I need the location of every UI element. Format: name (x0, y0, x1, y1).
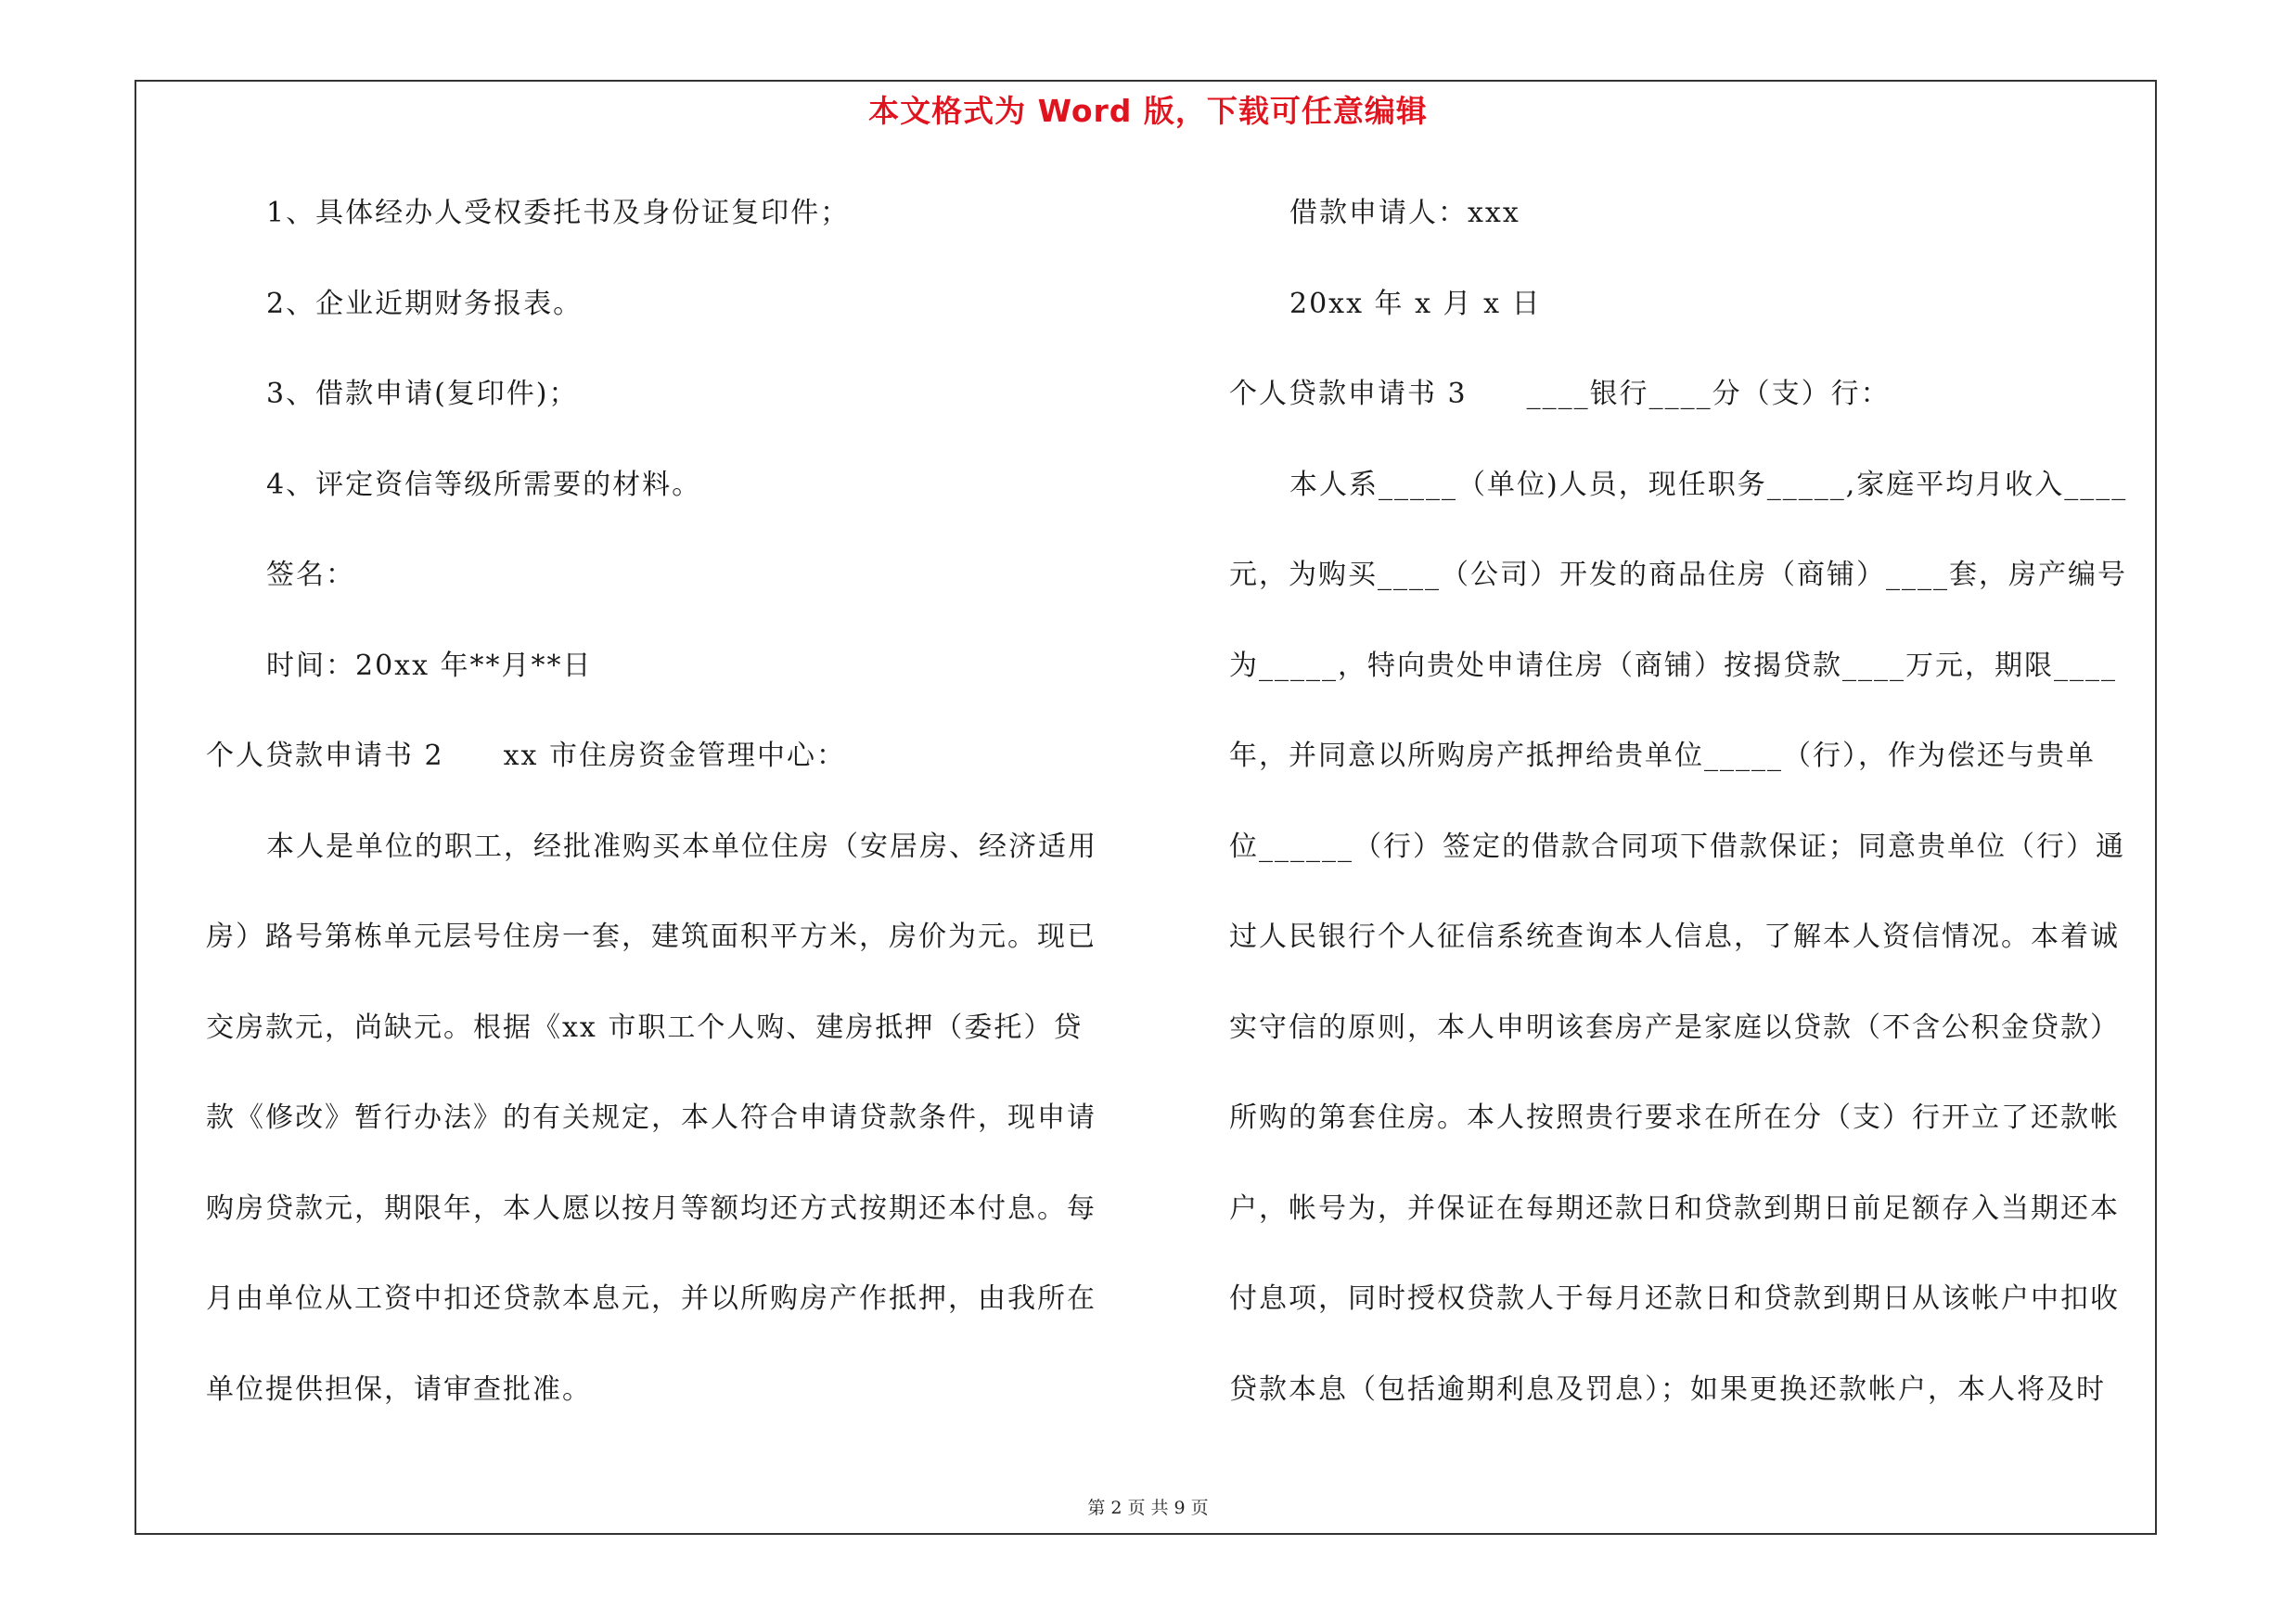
left-line: 1、具体经办人受权委托书及身份证复印件； (266, 197, 851, 229)
left-line: 交房款元，尚缺元。根据《xx 市职工个人购、建房抵押（委托）贷 (206, 1011, 1084, 1044)
left-line: 3、借款申请(复印件)； (266, 378, 579, 410)
section-heading: 个人贷款申请书 3 ____银行____分（支）行： (1229, 378, 1891, 410)
right-line: 付息项，同时授权贷款人于每月还款日和贷款到期日从该帐户中扣收 (1229, 1282, 2120, 1315)
section-heading: 个人贷款申请书 2 xx 市住房资金管理中心： (206, 740, 846, 772)
right-line: 过人民银行个人征信系统查询本人信息，了解本人资信情况。本着诚 (1229, 921, 2120, 953)
left-line: 时间：20xx 年**月**日 (266, 650, 593, 682)
right-line: 元，为购买____（公司）开发的商品住房（商铺）____套，房产编号 (1229, 559, 2127, 591)
right-line: 借款申请人：xxx (1289, 197, 1520, 229)
left-line: 单位提供担保，请审查批准。 (206, 1373, 592, 1406)
right-line: 本人系_____（单位)人员，现任职务_____,家庭平均月收入____ (1289, 469, 2128, 501)
left-line: 款《修改》暂行办法》的有关规定，本人符合申请贷款条件，现申请 (206, 1101, 1097, 1134)
right-line: 位______（行）签定的借款合同项下借款保证；同意贵单位（行）通 (1229, 831, 2125, 863)
page-number-footer: 第 2 页 共 9 页 (1087, 1498, 1209, 1518)
left-line: 房）路号第栋单元层号住房一套，建筑面积平方米，房价为元。现已 (206, 921, 1097, 953)
left-line: 月由单位从工资中扣还贷款本息元，并以所购房产作抵押，由我所在 (206, 1282, 1097, 1315)
left-line: 2、企业近期财务报表。 (266, 288, 584, 320)
right-line: 户，帐号为，并保证在每期还款日和贷款到期日前足额存入当期还本 (1229, 1192, 2120, 1225)
right-line: 所购的第套住房。本人按照贵行要求在所在分（支）行开立了还款帐 (1229, 1101, 2120, 1134)
right-line: 为_____，特向贵处申请住房（商铺）按揭贷款____万元，期限____ (1229, 650, 2117, 682)
right-line: 年，并同意以所购房产抵押给贵单位_____（行），作为偿还与贵单 (1229, 740, 2096, 772)
left-line: 4、评定资信等级所需要的材料。 (266, 469, 702, 501)
right-line: 实守信的原则，本人申明该套房产是家庭以贷款（不含公积金贷款） (1229, 1011, 2120, 1044)
left-line: 购房贷款元，期限年，本人愿以按月等额均还方式按期还本付息。每 (206, 1192, 1097, 1225)
left-line: 本人是单位的职工，经批准购买本单位住房（安居房、经济适用 (266, 831, 1097, 863)
right-line: 贷款本息（包括逾期利息及罚息）；如果更换还款帐户，本人将及时 (1229, 1373, 2106, 1406)
right-line: 20xx 年 x 月 x 日 (1289, 288, 1542, 320)
left-line: 签名： (266, 559, 355, 591)
word-format-banner: 本文格式为 Word 版，下载可任意编辑 (868, 93, 1428, 129)
